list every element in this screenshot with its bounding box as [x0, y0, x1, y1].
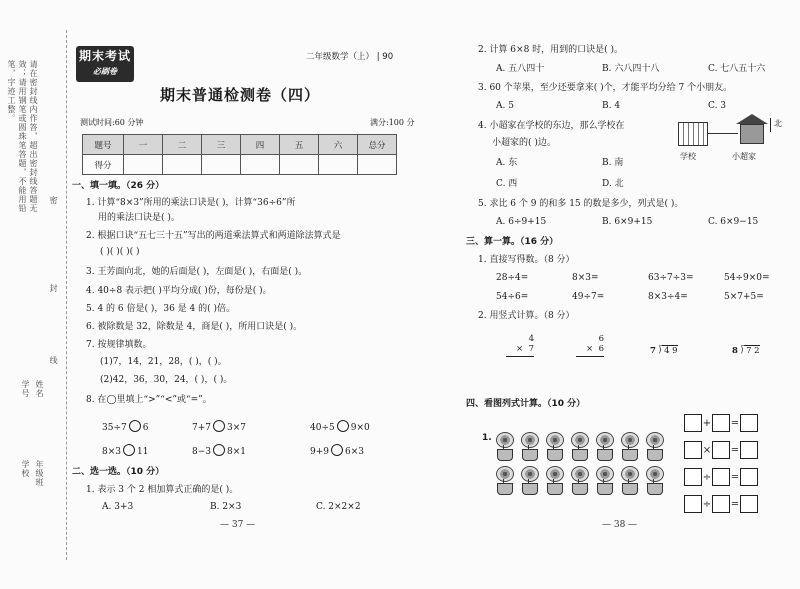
question-5: 5. 4 的 6 倍是( )，36 是 4 的( )倍。 — [86, 304, 236, 314]
operator: ÷ — [702, 471, 712, 483]
equation-row — [684, 495, 758, 513]
choice-4-cont: 小超家的( )边。 — [492, 138, 556, 148]
answer-box[interactable] — [740, 495, 758, 513]
choice-5: 5. 求比 6 个 9 的和多 15 的数是多少，列式是( )。 — [478, 199, 684, 209]
page-title: 期末普通检测卷（四） — [160, 86, 321, 104]
compare-left: 7+7 — [192, 423, 211, 433]
compare-right: 9×0 — [350, 423, 370, 433]
question-4: 4. 40÷8 表示把( )平均分成( )份，每份是( )。 — [86, 286, 272, 296]
section-3-title: 三、算一算。（16 分） — [466, 237, 559, 247]
option-b[interactable]: B. 6×9+15 — [602, 217, 653, 227]
operator: = — [730, 498, 740, 510]
binding-instructions: 请在密封线内作答，超出密封线答题无效；请用钢笔或圆珠笔答题，不能用铅笔，字迹工整。 — [7, 60, 38, 213]
north-arrow-icon — [770, 118, 771, 132]
dividend: 4 9 — [664, 346, 678, 356]
field-class: 年级班 — [35, 460, 44, 487]
vert-bottom-row — [576, 344, 604, 354]
equation-row — [684, 441, 758, 459]
flower-pot-icon — [644, 466, 664, 494]
compare-circle[interactable] — [129, 420, 141, 432]
compare-item — [310, 420, 370, 434]
vert-top: 6 — [598, 334, 604, 344]
calc-item: 54÷9×0= — [724, 273, 770, 283]
calc-2-title: 2. 用竖式计算。（8 分） — [478, 311, 575, 321]
grade-code: 90 — [382, 52, 394, 62]
option-b[interactable]: B. 六八四十八 — [602, 64, 660, 74]
row-label: 得分 — [83, 155, 124, 175]
answer-box[interactable] — [712, 414, 730, 432]
table-header: 题号 — [83, 135, 124, 155]
picture-question-1: 1. — [482, 433, 492, 443]
option-c[interactable]: C. 3 — [708, 101, 727, 111]
compare-circle[interactable] — [213, 444, 225, 456]
option-c[interactable]: C. 七八五十六 — [708, 64, 766, 74]
long-division: 8 ⟌ 7 2 — [732, 346, 760, 356]
score-table — [82, 134, 397, 175]
calc-item: 8×3= — [572, 273, 599, 283]
calc-item: 54÷6= — [496, 292, 529, 302]
answer-box[interactable] — [684, 468, 702, 486]
operator: = — [730, 444, 740, 456]
table-header: 五 — [280, 135, 319, 155]
equation-row — [684, 414, 758, 432]
compare-item — [310, 444, 364, 458]
score-table-header — [83, 135, 397, 155]
score-cell[interactable] — [202, 155, 241, 175]
flower-pot-icon — [594, 466, 614, 494]
seal-line — [66, 30, 67, 560]
grade-label: 二年级数学（上） | 90 — [306, 52, 394, 62]
compare-right: 6 — [142, 423, 149, 433]
flower-pot-icon — [494, 466, 514, 494]
flower-pot-icon — [519, 466, 539, 494]
vertical-multiplication — [506, 334, 534, 357]
vert-op: × — [586, 344, 594, 354]
compare-right: 11 — [137, 447, 149, 457]
choice-1: 1. 表示 3 个 2 相加算式正确的是( )。 — [86, 485, 239, 495]
compare-circle[interactable] — [331, 444, 343, 456]
operator: ÷ — [702, 498, 712, 510]
option-c[interactable]: C. 2×2×2 — [316, 502, 361, 512]
compare-circle[interactable] — [213, 420, 225, 432]
compare-left: 40÷5 — [310, 423, 335, 433]
score-cell[interactable] — [319, 155, 358, 175]
option-a[interactable]: A. 6÷9+15 — [496, 217, 547, 227]
compare-left: 35÷7 — [102, 423, 127, 433]
flower-pot-icon — [494, 432, 514, 460]
calc-item: 28÷4= — [496, 273, 529, 283]
full-score: 满分:100 分 — [370, 118, 415, 127]
vert-bottom: 7 — [528, 344, 534, 354]
option-d[interactable]: D. 北 — [602, 179, 624, 189]
table-header: 四 — [241, 135, 280, 155]
compare-left: 8×3 — [102, 447, 121, 457]
section-4-title: 四、看图列式计算。（10 分） — [466, 399, 586, 409]
question-7-1: (1)7，14，21，28，( )，( )。 — [100, 357, 227, 367]
option-a[interactable]: A. 东 — [496, 158, 518, 168]
option-a[interactable]: A. 5 — [496, 101, 514, 111]
school-building-icon — [678, 122, 708, 146]
calc-item: 63÷7÷3= — [648, 273, 694, 283]
answer-box[interactable] — [740, 441, 758, 459]
option-b[interactable]: B. 南 — [602, 158, 624, 168]
vert-bar — [576, 356, 604, 357]
question-1: 1. 计算“8×3”所用的乘法口诀是( )，计算“36÷6”所 — [86, 198, 296, 208]
vert-top: 4 — [528, 334, 534, 344]
calc-1-title: 1. 直接写得数。（8 分） — [478, 255, 575, 265]
flower-pot-icon — [519, 432, 539, 460]
compare-circle[interactable] — [123, 444, 135, 456]
question-3: 3. 王芳面向北，她的后面是( )，左面是( )，右面是( )。 — [86, 267, 308, 277]
operator: = — [730, 471, 740, 483]
flower-pot-icon — [619, 466, 639, 494]
vertical-multiplication — [576, 334, 604, 357]
equation-row — [684, 468, 758, 486]
page-number: — 37 — — [220, 520, 256, 530]
question-2: 2. 根据口诀“五七三十五”写出的两道乘法算式和两道除法算式是 — [86, 231, 341, 241]
calc-item: 8×3÷4= — [648, 292, 688, 302]
seal-word: 密 — [49, 196, 58, 205]
house-roof-icon — [736, 114, 768, 124]
flower-pot-icon — [619, 432, 639, 460]
answer-box[interactable] — [712, 468, 730, 486]
section-1-title: 一、填一填。（26 分） — [72, 181, 165, 191]
table-header: 六 — [319, 135, 358, 155]
compare-left: 8−3 — [192, 447, 211, 457]
page-37 — [70, 0, 440, 589]
home-label: 小超家 — [732, 152, 756, 161]
score-cell[interactable] — [280, 155, 319, 175]
option-b[interactable]: B. 2×3 — [210, 502, 242, 512]
logo — [76, 46, 134, 82]
grade-text: 二年级数学（上） — [306, 52, 375, 62]
compare-item — [102, 420, 148, 434]
score-cell[interactable] — [358, 155, 397, 175]
binding-strip — [0, 0, 62, 589]
operator: + — [702, 417, 712, 429]
school-label: 学校 — [680, 152, 696, 161]
question-7: 7. 按规律填数。 — [86, 340, 152, 350]
operator: × — [702, 444, 712, 456]
compare-right: 6×3 — [345, 447, 364, 457]
answer-box[interactable] — [740, 468, 758, 486]
answer-box[interactable] — [684, 495, 702, 513]
score-cell[interactable] — [241, 155, 280, 175]
dividend: 7 2 — [746, 346, 760, 356]
calc-item: 49÷7= — [572, 292, 605, 302]
compare-item — [102, 444, 148, 458]
score-cell[interactable] — [124, 155, 163, 175]
compare-item — [192, 420, 246, 434]
flower-pot-icon — [644, 432, 664, 460]
long-division: 7 ⟌ 4 9 — [650, 346, 678, 356]
house-icon — [740, 124, 764, 144]
question-8: 8. 在◯里填上“>”“<”或“=”。 — [86, 395, 212, 405]
choice-2: 2. 计算 6×8 时，用到的口诀是( )。 — [478, 45, 624, 55]
table-header: 二 — [163, 135, 202, 155]
seal-word: 线 — [49, 356, 58, 365]
compare-item — [192, 444, 246, 458]
field-school: 学校 — [21, 460, 30, 478]
compare-right: 3×7 — [227, 423, 246, 433]
table-header: 总分 — [358, 135, 397, 155]
option-c[interactable]: C. 6×9−15 — [708, 217, 759, 227]
section-2-title: 二、选一选。（10 分） — [72, 467, 165, 477]
answer-box[interactable] — [740, 414, 758, 432]
score-table-row — [83, 155, 397, 175]
flower-pot-icon — [544, 466, 564, 494]
choice-3: 3. 60 个苹果，至少还要拿来( )个，才能平均分给 7 个小朋友。 — [478, 83, 733, 93]
divisor: 8 — [732, 346, 738, 356]
compare-right: 8×1 — [227, 447, 246, 457]
divisor: 7 — [650, 346, 656, 356]
score-cell[interactable] — [163, 155, 202, 175]
option-c[interactable]: C. 西 — [496, 179, 518, 189]
logo-sub: 必刷卷 — [93, 67, 117, 76]
page-38 — [462, 0, 792, 589]
question-7-2: (2)42，36，30，24，( )，( )。 — [100, 375, 233, 385]
page-number: — 38 — — [602, 520, 638, 530]
field-student-no: 学号 — [21, 380, 30, 398]
question-1-cont: 用的乘法口诀是( )。 — [98, 213, 180, 223]
compare-circle[interactable] — [337, 420, 349, 432]
option-a[interactable]: A. 五八四十 — [496, 64, 545, 74]
answer-box[interactable] — [684, 414, 702, 432]
calc-item: 5×7+5= — [724, 292, 764, 302]
north-label: 北 — [774, 119, 782, 128]
flower-pot-icon — [594, 432, 614, 460]
table-header: 三 — [202, 135, 241, 155]
flower-pot-icon — [569, 432, 589, 460]
table-header: 一 — [124, 135, 163, 155]
vert-op: × — [516, 344, 524, 354]
test-time: 测试时间:60 分钟 — [80, 118, 144, 127]
logo-main: 期末考试 — [78, 49, 131, 63]
seal-word: 封 — [49, 284, 58, 293]
compare-left: 9+9 — [310, 447, 329, 457]
vert-bottom: 6 — [598, 344, 604, 354]
option-b[interactable]: B. 4 — [602, 101, 621, 111]
answer-box[interactable] — [684, 441, 702, 459]
flower-pot-icon — [569, 466, 589, 494]
field-name: 姓名 — [35, 380, 44, 398]
road-line — [708, 133, 738, 134]
answer-box[interactable] — [712, 495, 730, 513]
vert-bar — [506, 356, 534, 357]
question-6: 6. 被除数是 32，除数是 4，商是( )，所用口诀是( )。 — [86, 322, 303, 332]
operator: = — [730, 417, 740, 429]
answer-box[interactable] — [712, 441, 730, 459]
flower-pot-icon — [544, 432, 564, 460]
choice-4: 4. 小超家在学校的东边，那么学校在 — [478, 121, 625, 131]
vert-bottom-row — [506, 344, 534, 354]
option-a[interactable]: A. 3+3 — [102, 502, 134, 512]
question-2-cont: ( )( )( )( ) — [100, 247, 140, 257]
